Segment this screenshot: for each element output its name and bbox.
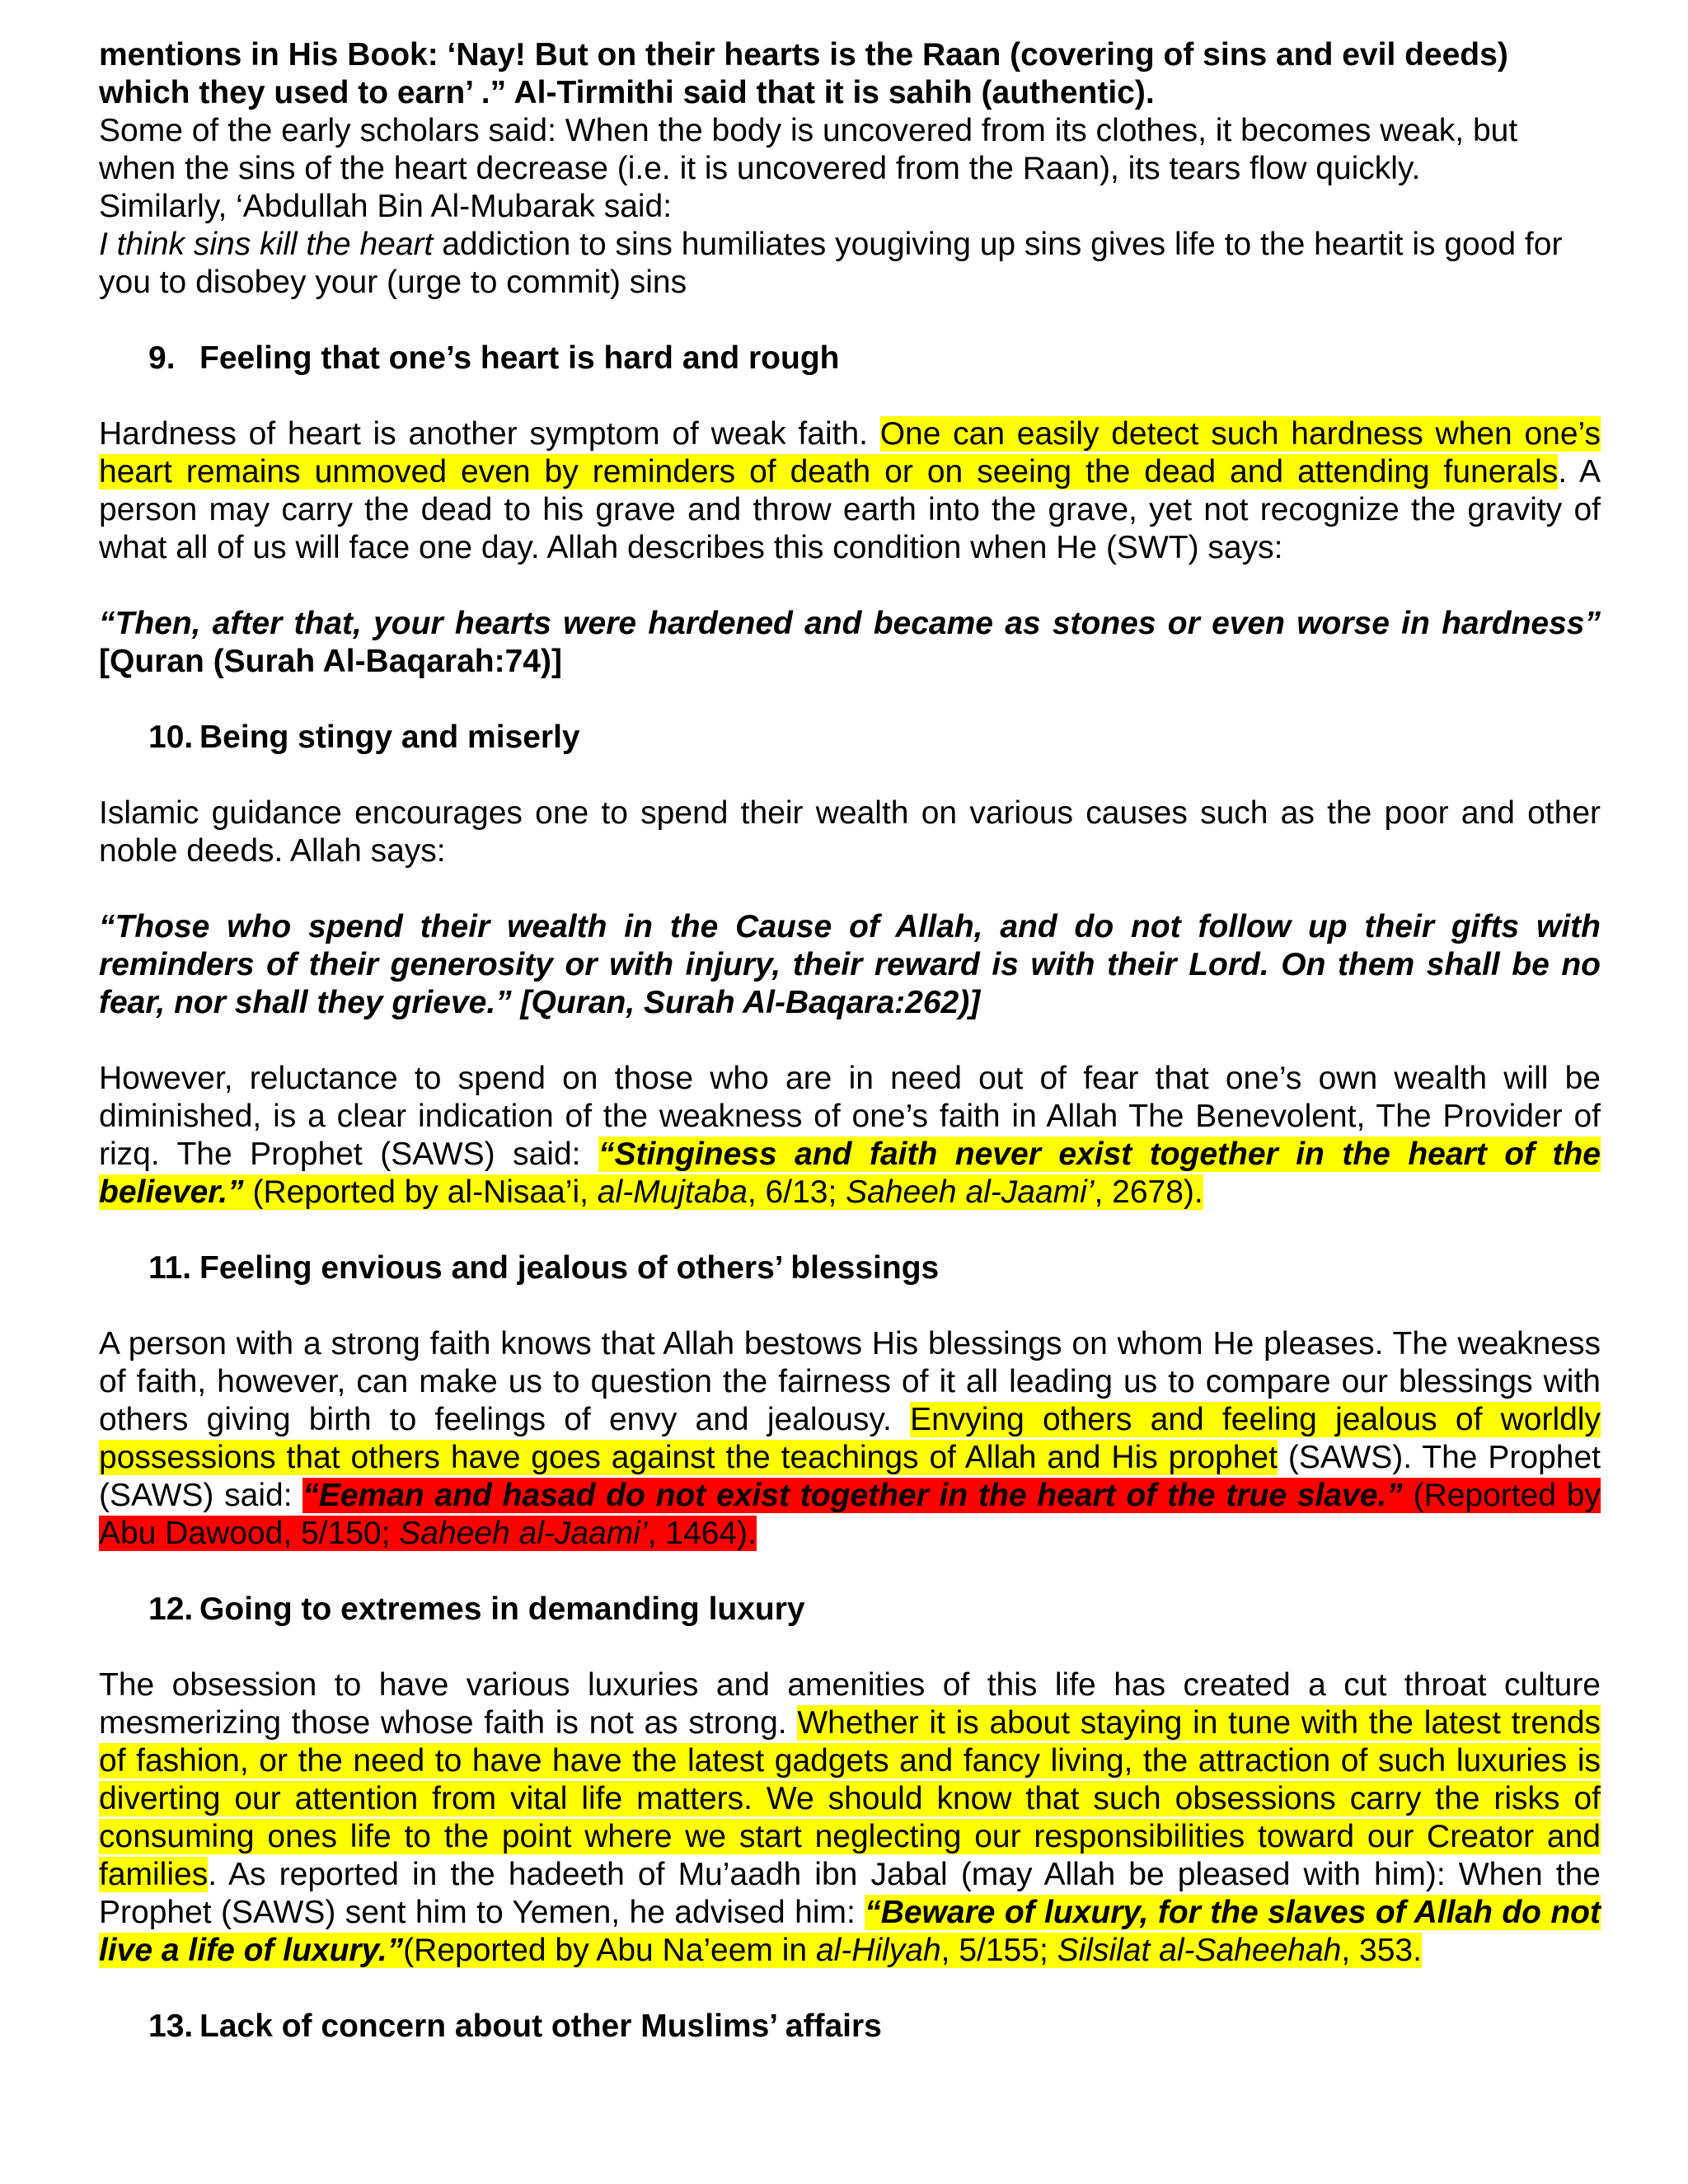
section-11-heading — [148, 1249, 1601, 1287]
highlighted-text: Envying others and feeling jealous of worldly possessions that others have goes against the teachings of Allah and His prophet — [99, 1402, 1601, 1475]
intro-paragraph: Some of the early scholars said: When the body is uncovered from its clothes, it becomes weak, but when the sins of the heart decrease (i.e. it is uncovered from the Raan), its tears flow quickly. — [99, 113, 1518, 186]
poem-paragraph — [99, 226, 1601, 302]
hadith-quote: “Stinginess and faith never exist together in the heart of the believer.” — [99, 1137, 1601, 1210]
text-span: , 5/155; — [940, 1933, 1057, 1968]
text-span: However, reluctance to spend on those who are in need out of fear that one’s own wealth will be diminished, is a clear indication of the weakness of one’s faith in Allah The Benevolent, The Provider of rizq. The Prophet (SAWS) said: — [99, 1061, 1601, 1172]
hadith-quote: “Beware of luxury, for the slaves of Allah do not live a life of luxury.” — [99, 1895, 1601, 1968]
section-11-paragraph — [99, 1325, 1601, 1553]
book-title: Saheeh al-Jaami’ — [399, 1516, 648, 1551]
text-span: , 353. — [1341, 1933, 1422, 1968]
intro-bold-paragraph: mentions in His Book: ‘Nay! But on their hearts is the Raan (covering of sins and evil deeds) which they used to earn’ .” Al-Tirmithi said that it is sahih (authentic). — [99, 37, 1508, 110]
highlighted-text: Whether it is about staying in tune with the latest trends of fashion, or the need to have have the latest gadgets and fancy living, the attraction of such luxuries is diverting our attention from vital life matters. We should know that such obsessions carry the risks of consuming ones life to the point where we start neglecting our responsibilities toward our Creator and families — [99, 1705, 1601, 1892]
section-9-quote — [99, 605, 1601, 681]
poem-text: addiction to sins humiliates yougiving up sins gives life to the heartit is good for you to disobey your (urge to commit) sins — [99, 227, 1563, 300]
book-title: Saheeh al-Jaami’ — [846, 1174, 1095, 1210]
section-9-heading — [148, 340, 1601, 377]
poem-italic: I think sins kill the heart — [99, 227, 434, 262]
section-10-heading — [148, 719, 1601, 757]
section-10-quote: “Those who spend their wealth in the Cause of Allah, and do not follow up their gifts with reminders of their generosity or with injury, their reward is with their Lord. On them shall be no fear, nor shall they grieve.” [Quran, Surah Al-Baqara:262)] — [99, 909, 1601, 1020]
text-span: The obsession to have various luxuries and amenities of this life has created a cut throat culture mesmerizing those whose faith is not as strong. — [99, 1667, 1601, 1741]
intro-attribution: Similarly, ‘Abdullah Bin Al-Mubarak said: — [99, 189, 673, 224]
section-number: 10. — [148, 719, 194, 755]
quran-quote: “Then, after that, your hearts were hardened and became as stones or even worse in hardness” — [99, 606, 1601, 641]
section-title: Going to extremes in demanding luxury — [199, 1591, 805, 1627]
text-span: (Reported by al-Nisaa’i, — [243, 1174, 598, 1210]
red-highlighted-hadith — [99, 1478, 1601, 1551]
text-span: , 2678). — [1094, 1174, 1203, 1210]
section-number: 12. — [148, 1591, 194, 1627]
section-title: Lack of concern about other Muslims’ affairs — [199, 2008, 882, 2044]
section-title: Being stingy and miserly — [199, 719, 580, 755]
section-12-heading — [148, 1591, 1601, 1629]
text-span: A person with a strong faith knows that Allah bestows His blessings on whom He pleases. The weakness of faith, however, can make us to question the fairness of it all leading us to compare our blessings with others giving birth to feelings of envy and jealousy. — [99, 1326, 1601, 1437]
section-9-paragraph — [99, 415, 1601, 567]
text-span: (SAWS). The Prophet (SAWS) said: — [99, 1440, 1601, 1513]
text-span: , 1464). — [647, 1516, 757, 1551]
section-12-paragraph — [99, 1666, 1601, 1970]
text-span: . As reported in the hadeeth of Mu’aadh ibn Jabal (may Allah be pleased with him): When the Prophet (SAWS) sent him to Yemen, he advised him: — [99, 1857, 1601, 1930]
text-span: (Reported by Abu Na’eem in — [403, 1933, 816, 1968]
highlighted-text: One can easily detect such hardness when one’s heart remains unmoved even by reminders of death or on seeing the dead and attending funerals — [99, 416, 1601, 490]
book-title: al-Mujtaba — [597, 1174, 748, 1210]
text-span: , 6/13; — [747, 1174, 846, 1210]
book-title: al-Hilyah — [815, 1933, 941, 1968]
text-span: (Reported by Abu Dawood, 5/150; — [99, 1478, 1601, 1551]
section-number: 9. — [148, 340, 176, 376]
text-span: Hardness of heart is another symptom of weak faith. — [99, 416, 880, 452]
document-page — [99, 36, 1601, 2046]
section-title: Feeling envious and jealous of others’ blessings — [199, 1250, 940, 1286]
section-number: 11. — [148, 1250, 192, 1286]
section-title: Feeling that one’s heart is hard and rough — [199, 340, 840, 376]
section-13-heading — [148, 2008, 1601, 2046]
section-10-paragraph-2 — [99, 1060, 1601, 1212]
section-number: 13. — [148, 2008, 194, 2044]
hadith-quote: “Eeman and hasad do not exist together in the heart of the true slave.” — [302, 1478, 1403, 1513]
text-span: . A person may carry the dead to his grave and throw earth into the grave, yet not recognize the gravity of what all of us will face one day. Allah describes this condition when He (SWT) says: — [99, 454, 1601, 565]
section-10-paragraph: Islamic guidance encourages one to spend their wealth on various causes such as the poor and other noble deeds. Allah says: — [99, 795, 1601, 869]
book-title: Silsilat al-Saheehah — [1057, 1933, 1342, 1968]
quote-reference: [Quran (Surah Al-Baqarah:74)] — [99, 644, 562, 679]
